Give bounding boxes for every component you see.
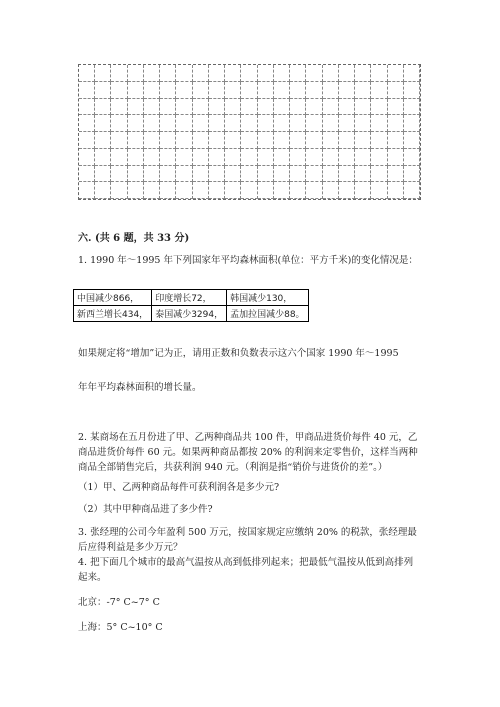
grid-cell — [258, 132, 274, 149]
q4-city-beijing: 北京：-7° C~7° C — [78, 597, 160, 608]
grid-cell — [290, 65, 306, 82]
grid-cell — [355, 166, 371, 183]
grid-cell — [339, 132, 355, 149]
grid-cell — [274, 82, 290, 99]
grid-cell — [339, 115, 355, 132]
table-cell: 中国减少866， — [74, 290, 152, 306]
grid-cell — [79, 65, 95, 82]
grid-cell — [176, 182, 192, 199]
grid-cell — [209, 182, 225, 199]
grid-cell — [404, 132, 420, 149]
grid-cell — [128, 132, 144, 149]
grid-cell — [371, 149, 387, 166]
grid-cell — [176, 99, 192, 116]
grid-cell — [176, 115, 192, 132]
forest-table — [73, 289, 309, 322]
q1-intro: 1. 1990 年～1995 年下列国家年平均森林面积(单位：平方千米)的变化情况是： — [78, 255, 418, 266]
grid-cell — [306, 166, 322, 183]
grid-cell — [144, 149, 160, 166]
grid-cell — [355, 132, 371, 149]
grid-cell — [160, 149, 176, 166]
grid-cell — [111, 132, 127, 149]
grid-cell — [258, 115, 274, 132]
grid-cell — [274, 166, 290, 183]
grid-cell — [339, 182, 355, 199]
grid-cell — [339, 149, 355, 166]
grid-cell — [371, 132, 387, 149]
grid-cell — [209, 115, 225, 132]
grid-cell — [128, 149, 144, 166]
grid-cell — [160, 132, 176, 149]
grid-cell — [128, 182, 144, 199]
grid-cell — [323, 182, 339, 199]
grid-cell — [209, 166, 225, 183]
grid-cell — [95, 132, 111, 149]
grid-cell — [371, 182, 387, 199]
grid-cell — [258, 166, 274, 183]
grid-cell — [306, 82, 322, 99]
grid-cell — [160, 182, 176, 199]
grid-cell — [128, 166, 144, 183]
grid-cell — [95, 166, 111, 183]
grid-cell — [79, 166, 95, 183]
grid-cell — [111, 82, 127, 99]
grid-cell — [371, 166, 387, 183]
grid-cell — [258, 65, 274, 82]
q1-text-line1: 如果规定将“增加”记为正，请用正数和负数表示这六个国家 1990 年～1995 — [78, 348, 399, 359]
grid-cell — [209, 132, 225, 149]
grid-cell — [290, 99, 306, 116]
q2-text: 2. 某商场在五月份进了甲、乙两种商品共 100 件，甲商品进货价每件 40 元，乙商品进货价每件 60 元。如果两种商品都按 20% 的利润来定零售价，这样当两种商品全部销售完后，共获利润 940 元。（利润是指“销价与进货价的差”。） — [78, 432, 418, 473]
grid-cell — [95, 99, 111, 116]
q2-sub1: （1）甲、乙两种商品每件可获利润各是多少元? — [78, 482, 280, 493]
grid-cell — [160, 82, 176, 99]
q4-city-shanghai: 上海：5° C~10° C — [78, 622, 163, 633]
grid-cell — [111, 166, 127, 183]
grid-cell — [388, 115, 404, 132]
grid-cell — [371, 65, 387, 82]
grid-cell — [176, 166, 192, 183]
grid-cell — [388, 99, 404, 116]
grid-cell — [258, 149, 274, 166]
grid-cell — [388, 132, 404, 149]
q4-text: 4. 把下面几个城市的最高气温按从高到低排列起来；把最低气温按从低到高排列起来。 — [78, 557, 414, 583]
grid-cell — [193, 166, 209, 183]
grid-cell — [371, 115, 387, 132]
grid-cell — [274, 182, 290, 199]
grid-cell — [290, 149, 306, 166]
grid-cell — [79, 82, 95, 99]
grid-cell — [225, 82, 241, 99]
grid-cell — [323, 65, 339, 82]
table-cell: 印度增长72， — [152, 290, 227, 306]
table-row — [74, 306, 309, 322]
grid-cell — [241, 115, 257, 132]
grid-cell — [193, 82, 209, 99]
grid-cell — [306, 132, 322, 149]
grid-cell — [323, 166, 339, 183]
grid-cell — [258, 182, 274, 199]
grid-cell — [209, 65, 225, 82]
grid-cell — [290, 82, 306, 99]
grid-cell — [95, 82, 111, 99]
grid-cell — [241, 132, 257, 149]
grid-cell — [128, 82, 144, 99]
grid-cell — [79, 149, 95, 166]
grid-cell — [306, 99, 322, 116]
grid-cell — [79, 115, 95, 132]
q3-text: 3. 张经理的公司今年盈利 500 万元，按国家规定应缴纳 20% 的税款，张经理最后应得利益是多少万元？ — [78, 527, 417, 553]
grid-cell — [176, 132, 192, 149]
grid-cell — [209, 149, 225, 166]
grid-cell — [404, 149, 420, 166]
grid-cell — [323, 115, 339, 132]
grid-cell — [290, 115, 306, 132]
grid-cell — [290, 182, 306, 199]
grid-cell — [225, 99, 241, 116]
grid-cell — [241, 166, 257, 183]
grid-cell — [111, 65, 127, 82]
grid-cell — [306, 65, 322, 82]
grid-cell — [290, 132, 306, 149]
grid-cell — [225, 149, 241, 166]
grid-cell — [160, 115, 176, 132]
grid-cell — [79, 132, 95, 149]
grid-cell — [323, 149, 339, 166]
grid-cell — [111, 115, 127, 132]
grid-cell — [111, 99, 127, 116]
grid-cell — [193, 65, 209, 82]
section-heading: 六. (共 6 题，共 33 分) — [78, 233, 190, 244]
grid-cell — [95, 182, 111, 199]
grid-cell — [144, 182, 160, 199]
grid-cell — [323, 99, 339, 116]
grid-cell — [339, 166, 355, 183]
grid-cell — [144, 65, 160, 82]
grid-cell — [209, 82, 225, 99]
grid-cell — [128, 65, 144, 82]
grid-cell — [193, 182, 209, 199]
table-cell: 孟加拉国减少88。 — [227, 306, 308, 322]
q1-text-line2: 年年平均森林面积的增长量。 — [78, 382, 202, 393]
grid-cell — [225, 132, 241, 149]
grid-cell — [79, 182, 95, 199]
grid-cell — [95, 65, 111, 82]
grid-cell — [111, 149, 127, 166]
grid-cell — [128, 99, 144, 116]
grid-cell — [193, 132, 209, 149]
grid-cell — [128, 115, 144, 132]
grid-cell — [355, 65, 371, 82]
grid-cell — [355, 182, 371, 199]
grid-cell — [160, 166, 176, 183]
grid-cell — [274, 115, 290, 132]
grid-cell — [388, 166, 404, 183]
grid-cell — [144, 115, 160, 132]
grid-cell — [144, 99, 160, 116]
grid-cell — [144, 166, 160, 183]
table-cell: 新西兰增长434， — [74, 306, 152, 322]
grid-cell — [306, 115, 322, 132]
grid-cell — [355, 115, 371, 132]
grid-cell — [355, 149, 371, 166]
grid-cell — [404, 82, 420, 99]
grid-cell — [111, 182, 127, 199]
grid-cell — [274, 149, 290, 166]
grid-cell — [225, 115, 241, 132]
grid-cell — [388, 149, 404, 166]
grid-cell — [193, 115, 209, 132]
grid-cell — [160, 65, 176, 82]
grid-cell — [404, 166, 420, 183]
grid-cell — [209, 99, 225, 116]
grid-cell — [193, 149, 209, 166]
grid-cell — [274, 99, 290, 116]
grid-cell — [258, 99, 274, 116]
q2-sub2: （2）其中甲种商品进了多少件? — [78, 504, 213, 515]
grid-cell — [339, 65, 355, 82]
table-cell: 韩国减少130， — [227, 290, 308, 306]
grid-cell — [355, 82, 371, 99]
grid-cell — [225, 166, 241, 183]
grid-cell — [241, 182, 257, 199]
grid-cell — [371, 82, 387, 99]
grid-cell — [225, 65, 241, 82]
grid-cell — [388, 65, 404, 82]
grid-cell — [404, 115, 420, 132]
grid-cell — [371, 99, 387, 116]
grid-cell — [339, 99, 355, 116]
grid-cell — [79, 99, 95, 116]
grid-cell — [176, 65, 192, 82]
grid-cell — [323, 132, 339, 149]
grid-cell — [258, 82, 274, 99]
grid-cell — [274, 132, 290, 149]
writing-grid — [78, 64, 421, 200]
grid-cell — [241, 82, 257, 99]
grid-cell — [193, 99, 209, 116]
grid-cell — [144, 82, 160, 99]
grid-cell — [404, 65, 420, 82]
grid-cell — [160, 99, 176, 116]
grid-cell — [290, 166, 306, 183]
grid-cell — [306, 182, 322, 199]
grid-cell — [95, 149, 111, 166]
grid-cell — [323, 82, 339, 99]
grid-cell — [339, 82, 355, 99]
grid-cell — [388, 182, 404, 199]
grid-cell — [404, 99, 420, 116]
grid-cell — [274, 65, 290, 82]
table-row — [74, 290, 309, 306]
grid-cell — [176, 82, 192, 99]
grid-cell — [176, 149, 192, 166]
grid-cell — [355, 99, 371, 116]
grid-cell — [388, 82, 404, 99]
grid-cell — [404, 182, 420, 199]
grid-cell — [144, 132, 160, 149]
grid-cell — [225, 182, 241, 199]
grid-cell — [241, 99, 257, 116]
grid-cell — [241, 65, 257, 82]
grid-cell — [95, 115, 111, 132]
table-cell: 泰国减少3294， — [152, 306, 227, 322]
grid-cell — [241, 149, 257, 166]
grid-cell — [306, 149, 322, 166]
